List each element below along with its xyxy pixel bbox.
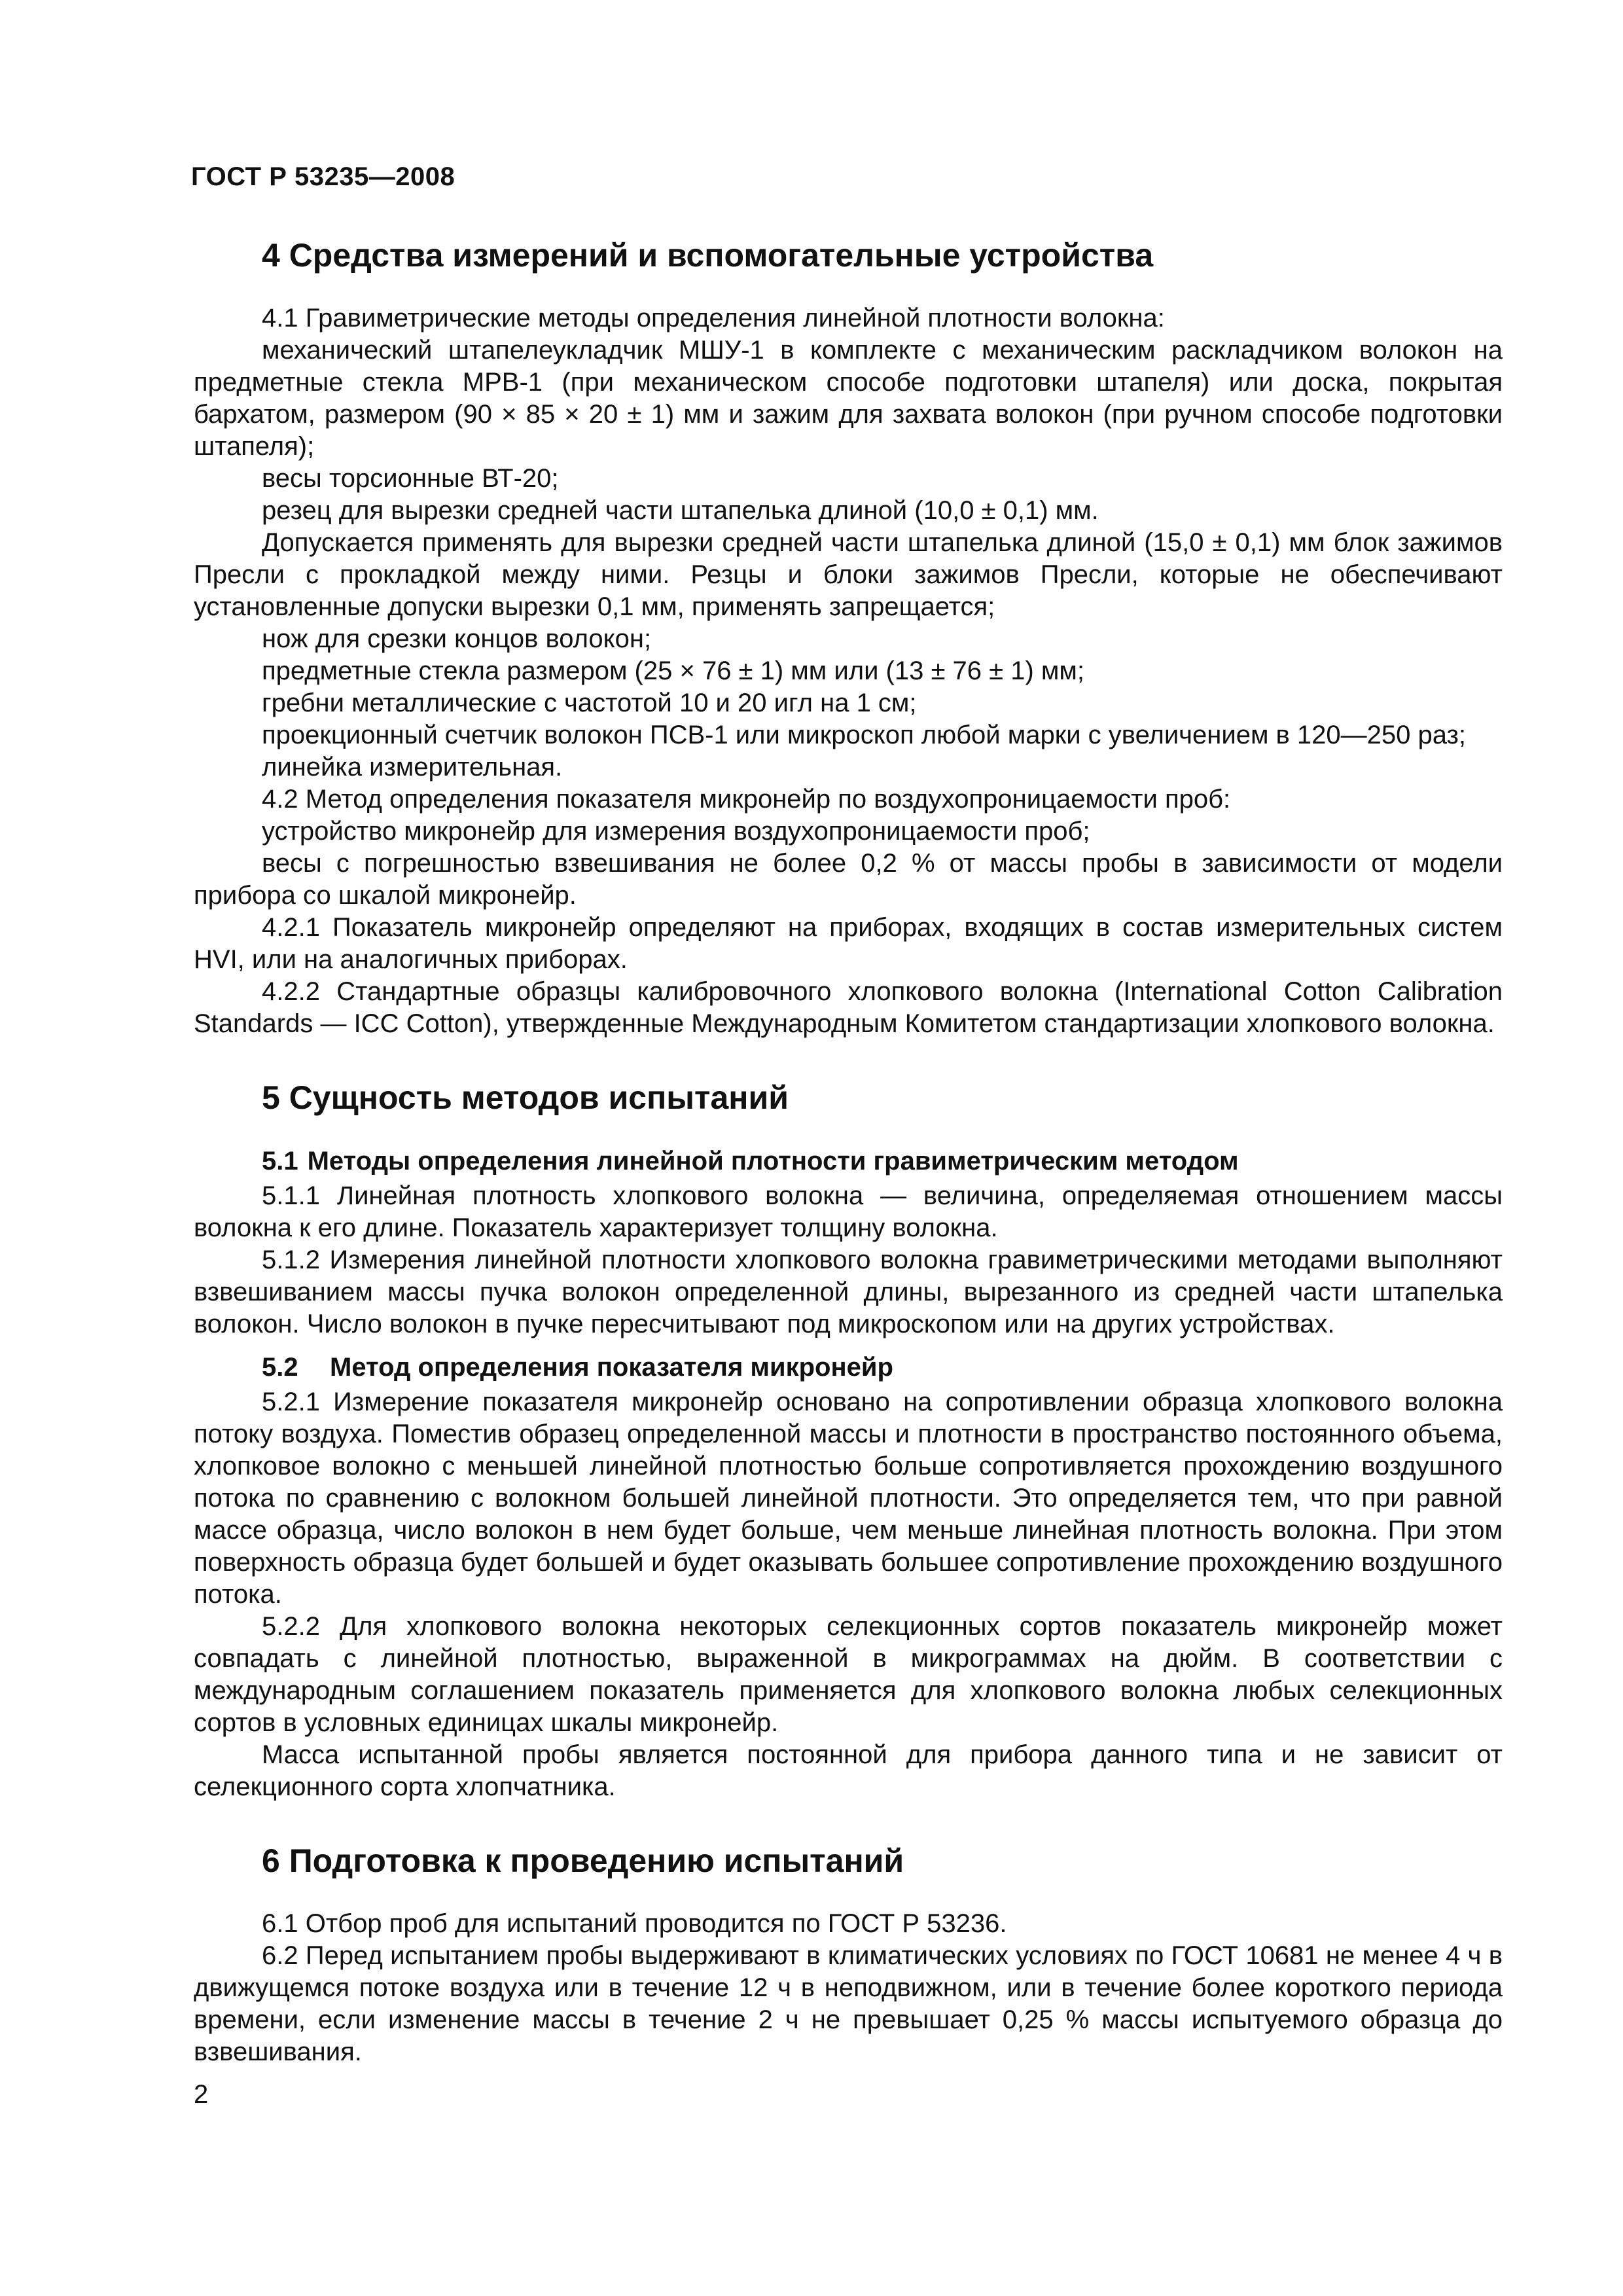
- subsection-title: Методы определения линейной плотности гравиметрическим методом: [307, 1147, 1239, 1175]
- paragraph: 6.1 Отбор проб для испытаний проводится по ГОСТ Р 53236.: [262, 1909, 1007, 1938]
- subsection-5-1-heading: [194, 1145, 1503, 1177]
- document-body: [194, 236, 1503, 2068]
- paragraph: Допускается применять для вырезки средней части штапелька длиной (15,0 ± 0,1) мм блок зажимов Пресли с прокладкой между ними. Резцы и блоки зажимов Пресли, которые не обеспечивают установленные допуски вырезки 0,1 мм, применять запрещается;: [194, 528, 1503, 621]
- section-5-heading: 5 Сущность методов испытаний: [262, 1079, 789, 1116]
- paragraph: 5.1.1 Линейная плотность хлопкового волокна — величина, определяемая отношением массы волокна к его длине. Показатель характеризует толщину волокна.: [194, 1181, 1503, 1242]
- subsection-number: 5.1: [262, 1147, 298, 1175]
- paragraph: нож для срезки концов волокон;: [262, 624, 652, 653]
- paragraph: предметные стекла размером (25 × 76 ± 1) мм или (13 ± 76 ± 1) мм;: [262, 656, 1085, 685]
- paragraph: 5.1.2 Измерения линейной плотности хлопкового волокна гравиметрическими методами выполняют взвешиванием массы пучка волокон определенной длины, вырезанного из средней части штапелька волокон. Число волокон в пучке пересчитывают под микроскопом или на других устройствах.: [194, 1246, 1503, 1338]
- subsection-number: 5.2: [262, 1353, 298, 1382]
- paragraph: 4.2.1 Показатель микронейр определяют на приборах, входящих в состав измерительных систем HVI, или на аналогичных приборах.: [194, 913, 1503, 974]
- page-number: 2: [194, 2080, 209, 2109]
- section-4-heading: 4 Средства измерений и вспомогательные устройства: [262, 237, 1154, 274]
- paragraph: 5.2.2 Для хлопкового волокна некоторых селекционных сортов показатель микронейр может совпадать с линейной плотностью, выраженной в микрограммах на дюйм. В соответствии с международным соглашением показатель применяется для хлопкового волокна любых селекционных сортов в условных единицах шкалы микронейр.: [194, 1612, 1503, 1737]
- paragraph: 5.2.1 Измерение показателя микронейр основано на сопротивлении образца хлопкового волокна потоку воздуха. Поместив образец определенной массы и плотности в пространство постоянного объема, хлопковое волокно с меньшей линейной плотностью больше сопротивляется прохождению воздушного потока по сравнению с волокном большей линейной плотности. Это определяется тем, что при равной массе образца, число волокон в нем будет больше, чем меньше линейная плотность волокна. При этом поверхность образца будет большей и будет оказывать большее сопротивление прохождению воздушного потока.: [194, 1388, 1503, 1609]
- paragraph: 4.2.2 Стандартные образцы калибровочного хлопкового волокна (International Cotton Calibration Standards — ICC Cotton), утвержденные Международным Комитетом стандартизации хлопкового волокна.: [194, 977, 1503, 1038]
- paragraph: весы с погрешностью взвешивания не более 0,2 % от массы пробы в зависимости от модели прибора со шкалой микронейр.: [194, 849, 1503, 910]
- paragraph: 4.2 Метод определения показателя микронейр по воздухопроницаемости проб:: [262, 785, 1231, 814]
- paragraph: устройство микронейр для измерения воздухопроницаемости проб;: [262, 817, 1090, 846]
- paragraph: Масса испытанной пробы является постоянной для прибора данного типа и не зависит от селекционного сорта хлопчатника.: [194, 1740, 1503, 1801]
- paragraph: проекционный счетчик волокон ПСВ-1 или микроскоп любой марки с увеличением в 120—250 раз;: [262, 721, 1466, 749]
- paragraph: резец для вырезки средней части штапелька длиной (10,0 ± 0,1) мм.: [262, 496, 1099, 525]
- subsection-title: Метод определения показателя микронейр: [330, 1353, 893, 1382]
- paragraph: гребни металлические с частотой 10 и 20 игл на 1 см;: [262, 689, 917, 717]
- paragraph: линейка измерительная.: [262, 753, 563, 781]
- paragraph: весы торсионные ВТ-20;: [262, 464, 559, 493]
- paragraph: механический штапелеукладчик МШУ-1 в комплекте с механическим раскладчиком волокон на предметные стекла МРВ-1 (при механическом способе подготовки штапеля) или доска, покрытая бархатом, размером (90 × 85 × 20 ± 1) мм и зажим для захвата волокон (при ручном способе подготовки штапеля);: [194, 336, 1503, 461]
- document-header-id: ГОСТ Р 53235—2008: [191, 162, 455, 191]
- subsection-5-2-heading: [194, 1351, 1503, 1384]
- section-6-heading: 6 Подготовка к проведению испытаний: [262, 1842, 904, 1879]
- paragraph: 4.1 Гравиметрические методы определения линейной плотности волокна:: [262, 304, 1165, 332]
- paragraph: 6.2 Перед испытанием пробы выдерживают в климатических условиях по ГОСТ 10681 не менее 4 ч в движущемся потоке воздуха или в течение 12 ч в неподвижном, или в течение более короткого периода времени, если изменение массы в течение 2 ч не превышает 0,25 % массы испытуемого образца до взвешивания.: [194, 1941, 1503, 2066]
